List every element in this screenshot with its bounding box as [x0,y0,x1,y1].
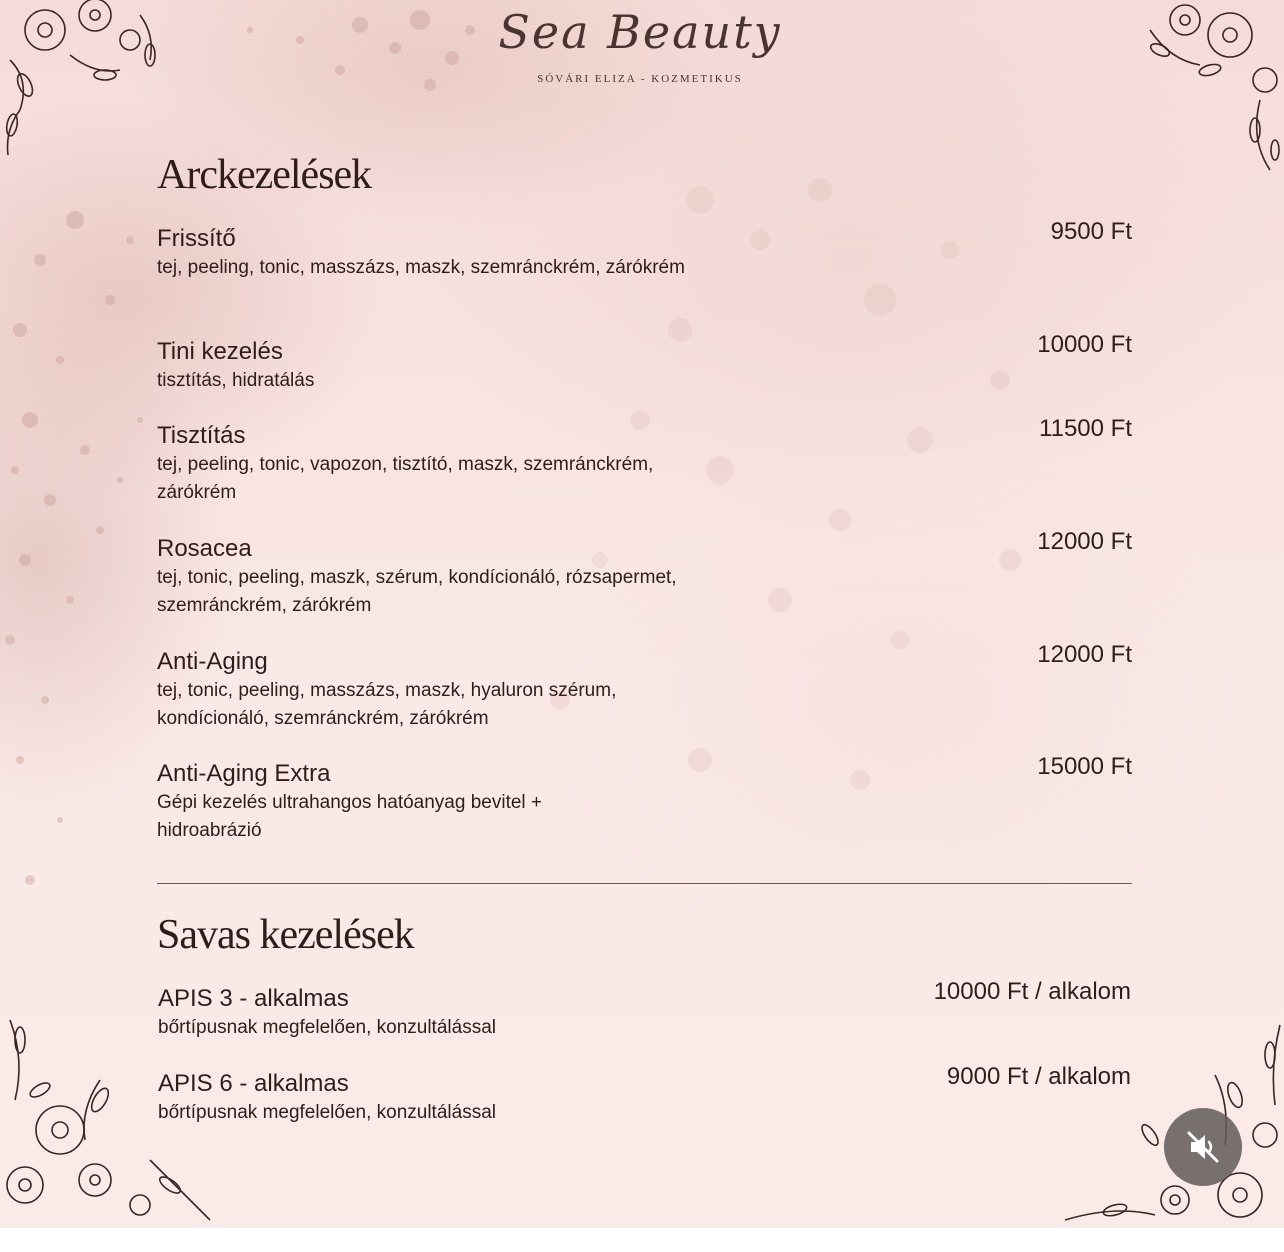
item-name: APIS 6 - alkalmas [158,1070,349,1097]
item-price: 9500 Ft [1050,218,1132,245]
menu-item [157,528,1132,620]
menu-item [157,641,1132,733]
brand-logo [490,0,790,96]
section-divider [157,883,1132,884]
bottom-strip [0,1228,1284,1252]
speaker-muted-icon [1183,1127,1223,1167]
item-description: bőrtípusnak megfelelően, konzultálással [158,1102,496,1123]
menu-item [158,978,1131,1042]
menu-item [158,1063,1131,1127]
item-name: APIS 3 - alkalmas [158,985,349,1012]
item-price: 12000 Ft [1037,528,1132,555]
section-title-arckezelesek: Arckezelések [157,152,372,198]
item-price: 10000 Ft [1037,331,1132,358]
menu-item [157,218,1132,282]
item-description: tej, tonic, peeling, maszk, szérum, kondícionáló, rózsapermet, szemránckrém, zárókrém [157,567,677,616]
item-description: tej, peeling, tonic, vapozon, tisztító, maszk, szemránckrém, zárókrém [157,454,654,503]
floral-corner-icon [0,0,170,160]
item-description: bőrtípusnak megfelelően, konzultálással [158,1017,496,1038]
section-title-savas-kezelesek: Savas kezelések [157,912,414,958]
item-price: 9000 Ft / alkalom [946,1063,1131,1090]
item-name: Frissítő [157,225,236,252]
floral-corner-icon [1130,0,1284,175]
mute-button[interactable] [1164,1108,1242,1186]
item-name: Rosacea [157,535,252,562]
item-name: Tisztítás [157,422,246,449]
item-price: 15000 Ft [1037,753,1132,780]
menu-item [157,753,1132,845]
item-name: Anti-Aging [157,648,268,675]
logo-script: Sea Beauty [498,5,782,59]
menu-item [157,331,1132,395]
item-name: Anti-Aging Extra [157,760,331,787]
item-price: 12000 Ft [1037,641,1132,668]
menu-item [157,415,1132,507]
item-description: tej, tonic, peeling, masszázs, maszk, hyaluron szérum, kondícionáló, szemránckrém, zárókrém [157,680,617,729]
item-price: 11500 Ft [1039,415,1132,442]
logo-subtitle: SÓVÁRI ELIZA - KOZMETIKUS [537,73,743,85]
item-name: Tini kezelés [157,338,283,365]
item-description: tisztítás, hidratálás [157,370,315,391]
item-description: Gépi kezelés ultrahangos hatóanyag bevitel + hidroabrázió [157,792,543,841]
item-description: tej, peeling, tonic, masszázs, maszk, szemránckrém, zárókrém [157,257,685,278]
item-price: 10000 Ft / alkalom [933,978,1131,1005]
